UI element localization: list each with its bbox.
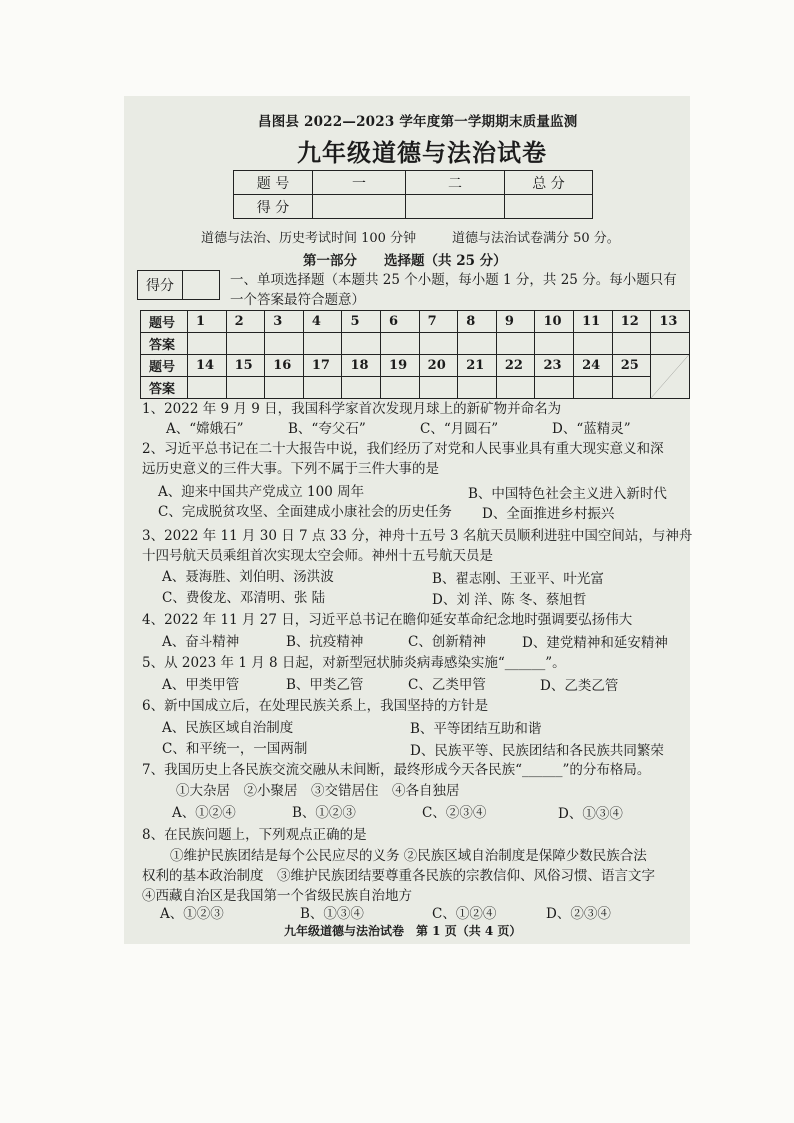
- question-7-stem: 7、我国历史上各民族交流交融从未间断，最终形成今天各民族“______”的分布格局。: [142, 762, 651, 778]
- question-1-option-a: A、“嫦娥石”: [166, 421, 244, 437]
- question-4-option-a: A、奋斗精神: [162, 634, 240, 650]
- question-number-cell: 1: [188, 311, 227, 333]
- question-6-option-b: B、平等团结互助和谐: [410, 721, 542, 737]
- question-2-option-b: B、中国特色社会主义进入新时代: [468, 486, 667, 502]
- question-number-cell: 12: [612, 311, 651, 333]
- question-6-option-a: A、民族区域自治制度: [162, 720, 294, 736]
- answer-cell: [535, 333, 574, 355]
- question-8-option-c: C、①②④: [432, 906, 497, 922]
- question-1-stem: 1、2022 年 9 月 9 日，我国科学家首次发现月球上的新矿物并命名为: [142, 401, 562, 417]
- question-8-stem: 8、在民族问题上，下列观点正确的是: [142, 827, 367, 843]
- answer-cell: [188, 377, 227, 399]
- answer-cell: [496, 333, 535, 355]
- question-number-cell: 9: [496, 311, 535, 333]
- answer-cell: [342, 377, 381, 399]
- answer-cell: [188, 333, 227, 355]
- question-6-stem: 6、新中国成立后，在处理民族关系上，我国坚持的方针是: [142, 698, 489, 714]
- question-number-cell: 16: [265, 355, 304, 377]
- question-number-cell: 7: [419, 311, 458, 333]
- answer-cell: [265, 333, 304, 355]
- question-4-option-b: B、抗疫精神: [286, 634, 364, 650]
- score-row-label: 得 分: [234, 195, 313, 219]
- question-5-option-a: A、甲类甲管: [162, 677, 240, 693]
- section-instruction: 一个答案最符合题意）: [230, 292, 365, 308]
- exam-title: 九年级道德与法治试卷: [297, 138, 547, 167]
- answer-cell: [651, 333, 690, 355]
- part-one-heading: 第一部分 选择题（共 25 分）: [303, 253, 507, 269]
- answer-cell: [574, 333, 613, 355]
- question-number-cell: 25: [612, 355, 651, 377]
- question-2-stem: 2、习近平总书记在二十大报告中说，我们经历了对党和人民事业具有重大现实意义和深: [142, 441, 664, 457]
- answer-cell: [535, 377, 574, 399]
- answer-cell: [303, 377, 342, 399]
- answer-cell: [303, 333, 342, 355]
- grid-label: 题号: [141, 355, 188, 377]
- question-7-option-c: C、②③④: [422, 805, 487, 821]
- question-5-stem: 5、从 2023 年 1 月 8 日起，对新型冠状肺炎病毒感染实施“______”。: [142, 655, 566, 671]
- grid-label: 答案: [141, 377, 188, 399]
- answer-grid: [140, 310, 690, 399]
- question-number-cell: 23: [535, 355, 574, 377]
- question-7-option-d: D、①③④: [558, 806, 623, 822]
- section-instruction: 一、单项选择题（本题共 25 个小题，每小题 1 分，共 25 分。每小题只有: [230, 272, 677, 288]
- question-number-cell: 22: [496, 355, 535, 377]
- answer-cell: [226, 377, 265, 399]
- question-3-option-b: B、翟志刚、王亚平、叶光富: [432, 571, 604, 587]
- question-number-cell: 14: [188, 355, 227, 377]
- question-3-option-d: D、刘 洋、陈 冬、蔡旭哲: [432, 592, 587, 608]
- question-number-cell: 19: [381, 355, 420, 377]
- question-8-option-a: A、①②③: [160, 906, 224, 922]
- question-number-cell: 4: [303, 311, 342, 333]
- answer-cell: [612, 333, 651, 355]
- question-number-cell: 21: [458, 355, 497, 377]
- exam-time-note: 道德与法治、历史考试时间 100 分钟: [201, 231, 417, 246]
- diagonal-empty-cell: [651, 355, 690, 399]
- part-score-cell: [183, 271, 220, 300]
- question-5-option-d: D、乙类乙管: [540, 678, 619, 694]
- answer-cell: [612, 377, 651, 399]
- question-3-option-a: A、聂海胜、刘伯明、汤洪波: [162, 569, 334, 585]
- question-7-statements: ①大杂居 ②小聚居 ③交错居住 ④各自独居: [176, 783, 460, 799]
- question-5-option-b: B、甲类乙管: [286, 677, 364, 693]
- question-6-option-c: C、和平统一，一国两制: [162, 741, 308, 757]
- question-2-stem: 远历史意义的三件大事。下列不属于三件大事的是: [142, 461, 439, 477]
- question-number-cell: 10: [535, 311, 574, 333]
- question-8-statements: ①维护民族团结是每个公民应尽的义务 ②民族区域自治制度是保障少数民族合法: [170, 848, 647, 864]
- exam-subtitle: 昌图县 2022—2023 学年度第一学期期末质量监测: [258, 114, 578, 130]
- question-3-option-c: C、费俊龙、邓清明、张 陆: [162, 590, 326, 606]
- question-8-option-d: D、②③④: [546, 906, 611, 922]
- answer-cell: [342, 333, 381, 355]
- grid-label: 题号: [141, 311, 188, 333]
- answer-cell: [458, 377, 497, 399]
- question-number-cell: 24: [574, 355, 613, 377]
- question-8-statements: ④西藏自治区是我国第一个省级民族自治地方: [142, 888, 412, 904]
- question-number-cell: 13: [651, 311, 690, 333]
- score-cell: [406, 195, 505, 219]
- score-header-cell: 总 分: [505, 171, 593, 195]
- question-4-option-d: D、建党精神和延安精神: [522, 635, 668, 651]
- question-3-stem: 十四号航天员乘组首次实现太空会师。神州十五号航天员是: [142, 548, 493, 564]
- answer-cell: [381, 333, 420, 355]
- answer-cell: [381, 377, 420, 399]
- answer-cell: [419, 333, 458, 355]
- answer-grid-row: [141, 311, 690, 333]
- grid-label: 答案: [141, 333, 188, 355]
- answer-cell: [458, 333, 497, 355]
- diagonal-line: [651, 355, 689, 398]
- score-header-cell: 二: [406, 171, 505, 195]
- question-7-option-b: B、①②③: [292, 805, 356, 821]
- page-footer: 九年级道德与法治试卷 第 1 页（共 4 页）: [284, 924, 522, 938]
- question-number-cell: 3: [265, 311, 304, 333]
- question-number-cell: 18: [342, 355, 381, 377]
- question-1-option-c: C、“月圆石”: [420, 421, 499, 437]
- question-5-option-c: C、乙类甲管: [408, 677, 486, 693]
- question-number-cell: 8: [458, 311, 497, 333]
- question-4-stem: 4、2022 年 11 月 27 日，习近平总书记在瞻仰延安革命纪念地时强调要弘扬伟大: [142, 612, 633, 628]
- answer-grid-row: [141, 355, 690, 377]
- question-number-cell: 11: [574, 311, 613, 333]
- score-cell: [313, 195, 406, 219]
- answer-grid-row: [141, 377, 690, 399]
- answer-cell: [265, 377, 304, 399]
- score-header-cell: 一: [313, 171, 406, 195]
- question-3-stem: 3、2022 年 11 月 30 日 7 点 33 分，神舟十五号 3 名航天员顺利进驻中国空间站，与神舟: [142, 528, 693, 544]
- answer-cell: [419, 377, 458, 399]
- question-number-cell: 2: [226, 311, 265, 333]
- question-number-cell: 15: [226, 355, 265, 377]
- question-7-option-a: A、①②④: [172, 805, 236, 821]
- answer-grid-row: [141, 333, 690, 355]
- question-6-option-d: D、民族平等、民族团结和各民族共同繁荣: [410, 743, 664, 759]
- question-number-cell: 17: [303, 355, 342, 377]
- answer-cell: [226, 333, 265, 355]
- question-1-option-d: D、“蓝精灵”: [552, 421, 631, 437]
- question-2-option-d: D、全面推进乡村振兴: [482, 506, 615, 522]
- score-header-cell: 题 号: [234, 171, 313, 195]
- question-number-cell: 20: [419, 355, 458, 377]
- question-2-option-a: A、迎来中国共产党成立 100 周年: [158, 484, 365, 500]
- question-2-option-c: C、完成脱贫攻坚、全面建成小康社会的历史任务: [158, 504, 452, 520]
- question-4-option-c: C、创新精神: [408, 634, 486, 650]
- score-cell: [505, 195, 593, 219]
- full-score-note: 道德与法治试卷满分 50 分。: [452, 231, 620, 246]
- answer-cell: [574, 377, 613, 399]
- question-8-statements: 权利的基本政治制度 ③维护民族团结要尊重各民族的宗教信仰、风俗习惯、语言文字: [142, 868, 655, 884]
- question-number-cell: 5: [342, 311, 381, 333]
- question-number-cell: 6: [381, 311, 420, 333]
- answer-cell: [496, 377, 535, 399]
- part-score-box: [137, 270, 220, 300]
- part-score-label: 得分: [138, 271, 183, 300]
- question-8-option-b: B、①③④: [300, 906, 364, 922]
- score-table: [233, 170, 593, 219]
- question-1-option-b: B、“夸父石”: [288, 421, 366, 437]
